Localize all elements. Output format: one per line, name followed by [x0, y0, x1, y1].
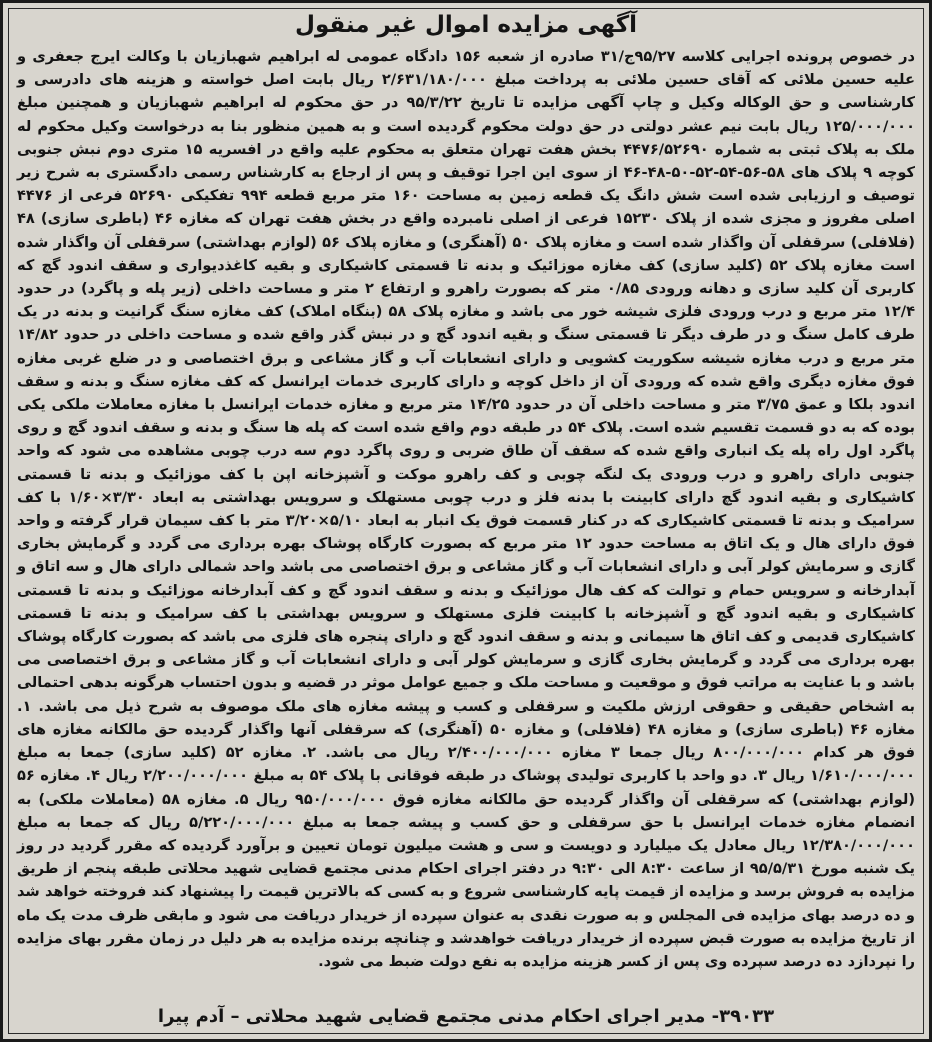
- notice-title: آگهی مزایده اموال غیر منقول: [294, 12, 638, 38]
- notice-body: در خصوص پرونده اجرایی کلاسه ۹۵/۲۷ج/۳۱ صادره از شعبه ۱۵۶ دادگاه عمومی له ابراهیم شهبازیان با وکالت ایرج جعفری و علیه حسین ملائی که آقای حسین ملائی به پرداخت مبلغ ۲/۶۳۱/۱۸۰/۰۰۰ ریال بابت اصل خواسته و هزینه های دادرسی و کارشناسی و حق الوکاله وکیل و چاپ آگهی مزایده تا تاریخ ۹۵/۳/۲۲ در حق محکوم له ابراهیم شهبازیان و همچنین مبلغ ۱۲۵/۰۰۰/۰۰۰ ریال بابت نیم عشر دولتی در حق دولت محکوم گردیده است و به همین منظور بنا به درخواست وکیل محکوم له ملک به پلاک ثبتی به شماره ۴۴۷۶/۵۲۶۹۰ بخش هفت تهران متعلق به محکوم علیه واقع در افسریه ۱۵ متری دوم نبش جنوبی کوچه ۹ پلاک های ۵۸-۵۶-۵۴-۵۲-۵۰-۴۸-۴۶ از سوی این اجرا توقیف و پس از ارجاع به کارشناس رسمی دادگستری به شرح زیر توصیف و ارزیابی شده است شش دانگ یک قطعه زمین به مساحت ۱۶۰ متر مربع قطعه ۹۹۴ تفکیکی ۵۲۶۹۰ فرعی از ۴۴۷۶ اصلی مفروز و مجزی شده از پلاک ۱۵۲۳۰ فرعی از اصلی نامبرده واقع در بخش هفت تهران که مغازه ۴۶ (باطری سازی) ۴۸ (فلافلی) سرقفلی آن واگذار شده است و مغازه پلاک ۵۰ (آهنگری) و مغازه پلاک ۵۶ (لوازم بهداشتی) سرقفلی آن واگذار شده است مغازه پلاک ۵۲ (کلید سازی) کف مغازه موزائیک و بدنه تا قسمتی کاشیکاری و بقیه کاغذدیواری و سقف اندود گچ که کاربری آن کلید سازی و دهانه ورودی ۰/۸۵ متر که بصورت راهرو و ارتفاع ۲ متر و مساحت داخلی (زیر پله و پاگرد) در حدود ۱۲/۴ متر مربع و درب ورودی فلزی شیشه خور می باشد و مغازه پلاک ۵۸ (بنگاه املاک) کف مغازه سنگ گرانیت و بدنه در یک طرف کامل سنگ و در طرف دیگر تا قسمتی سنگ و بقیه اندود گچ و در نبش گذر واقع شده و مساحت داخلی در حدود ۱۴/۸۲ متر مربع و درب مغازه شیشه سکوریت کشویی و دارای انشعابات آب و گاز مشاعی و برق اختصاصی و در ضلع غربی مغازه فوق مغازه دیگری واقع شده که ورودی آن از داخل کوچه و دارای کاربری خدمات ایرانسل که کف مغازه سنگ و بدنه و سقف اندود بلکا و عمق ۳/۷۵ متر و مساحت داخلی آن در حدود ۱۴/۲۵ متر مربع و مغازه خدمات ایرانسل با مغازه معاملات ملکی یکی بوده که به دو قسمت تقسیم شده است. پلاک ۵۴ در طبقه دوم واقع شده است که پله ها سنگ و بدنه و سقف اندود گچ و روی پاگرد اول راه پله یک انباری واقع شده که سقف آن طاق ضربی و روی پاگرد دوم سه درب چوبی مشاهده می شود که واحد جنوبی دارای راهرو و درب ورودی یک لنگه چوبی و کف راهرو موکت و آشپزخانه اپن با کف موزائیک و بدنه تا قسمتی کاشیکاری و بقیه اندود گچ دارای کابینت با بدنه فلز و درب چوبی مستهلک و سرویس بهداشتی به ابعاد ۳/۳۰×۱/۶۰ با کف سرامیک و بدنه تا قسمتی کاشیکاری که در کنار قسمت فوق یک انبار به ابعاد ۵/۱۰×۳/۲۰ متر با کف سیمان قرار گرفته و واحد فوق دارای هال و یک اتاق به مساحت حدود ۱۲ متر مربع که بصورت کارگاه پوشاک بهره برداری می گردد و گرمایش بخاری گازی و سرمایش کولر آبی و دارای انشعابات آب و گاز مشاعی و برق اختصاصی می باشد واحد شمالی دارای هال و سه اتاق و آبدارخانه و سرویس حمام و توالت که کف هال موزائیک و بدنه و سقف اندود گچ و کف آبدارخانه موزائیک و بدنه تا قسمتی کاشیکاری و بقیه اندود گچ و آشپزخانه با کابینت فلزی مستهلک و سرویس بهداشتی با کف سرامیک و بدنه تا قسمتی کاشیکاری قدیمی و کف اتاق ها سیمانی و بدنه و سقف اندود گچ و دارای پنجره های فلزی می باشد که بصورت کارگاه پوشاک بهره برداری می گردد و گرمایش بخاری گازی و سرمایش کولر آبی و دارای انشعابات آب و گاز مشاعی و برق اختصاصی می باشد و با عنایت به مراتب فوق و موقعیت و مساحت ملک و جمیع عوامل موثر در قضیه و بدون احتساب هرگونه بدهی احتمالی به اشخاص حقیقی و حقوقی ارزش ملکیت و سرقفلی و کسب و پیشه مغازه های ملک موصوف به شرح ذیل می باشد. ۱. مغازه ۴۶ (باطری سازی) و مغازه ۴۸ (فلافلی) و مغازه ۵۰ (آهنگری) که سرقفلی آنها واگذار گردیده حق مالکانه مغازه های فوق هر کدام ۸۰۰/۰۰۰/۰۰۰ ریال جمعا ۳ مغازه ۲/۴۰۰/۰۰۰/۰۰۰ ریال می باشد. ۲. مغازه ۵۲ (کلید سازی) جمعا به مبلغ ۱/۶۱۰/۰۰۰/۰۰۰ ریال ۳. دو واحد با کاربری تولیدی پوشاک در طبقه فوقانی با پلاک ۵۴ به مبلغ ۲/۲۰۰/۰۰۰/۰۰۰ ریال ۴. مغازه ۵۶ (لوازم بهداشتی) که سرقفلی آن واگذار گردیده حق مالکانه مغازه فوق ۹۵۰/۰۰۰/۰۰۰ ریال ۵. مغازه ۵۸ (معاملات ملکی) به انضمام مغازه خدمات ایرانسل با حق سرقفلی و حق کسب و پیشه جمعا به مبلغ ۵/۲۲۰/۰۰۰/۰۰۰ ریال که جمعا به مبلغ ۱۲/۳۸۰/۰۰۰/۰۰۰ ریال معادل یک میلیارد و دویست و سی و هشت میلیون تومان تعیین و برآورد گردیده که مقرر گردید در روز یک شنبه مورخ ۹۵/۵/۳۱ از ساعت ۸:۳۰ الی ۹:۳۰ در دفتر اجرای احکام مدنی مجتمع قضایی شهید محلاتی طبقه پنجم از طریق مزایده به فروش برسد و مزایده از قیمت پایه کارشناسی شروع و به کسی که بالاترین قیمت را پیشنهاد کند فروخته خواهد شد و ده درصد بهای مزایده فی المجلس و به صورت نقدی به عنوان سپرده از خریدار دریافت می شود و مابقی ظرف مدت یک ماه از تاریخ مزایده به صورت قبض سپرده از خریدار دریافت خواهدشد و چنانچه برنده مزایده به هر دلیل در زمان مقرر بهای مزایده را نپردازد ده درصد سپرده وی پس از کسر هزینه مزایده به نفع دولت ضبط می شود.: [17, 48, 916, 970]
- notice-footer-signature: ۳۹۰۳۳- مدیر اجرای احکام مدنی مجتمع قضایی شهید محلاتی – آدم پیرا: [157, 1006, 775, 1027]
